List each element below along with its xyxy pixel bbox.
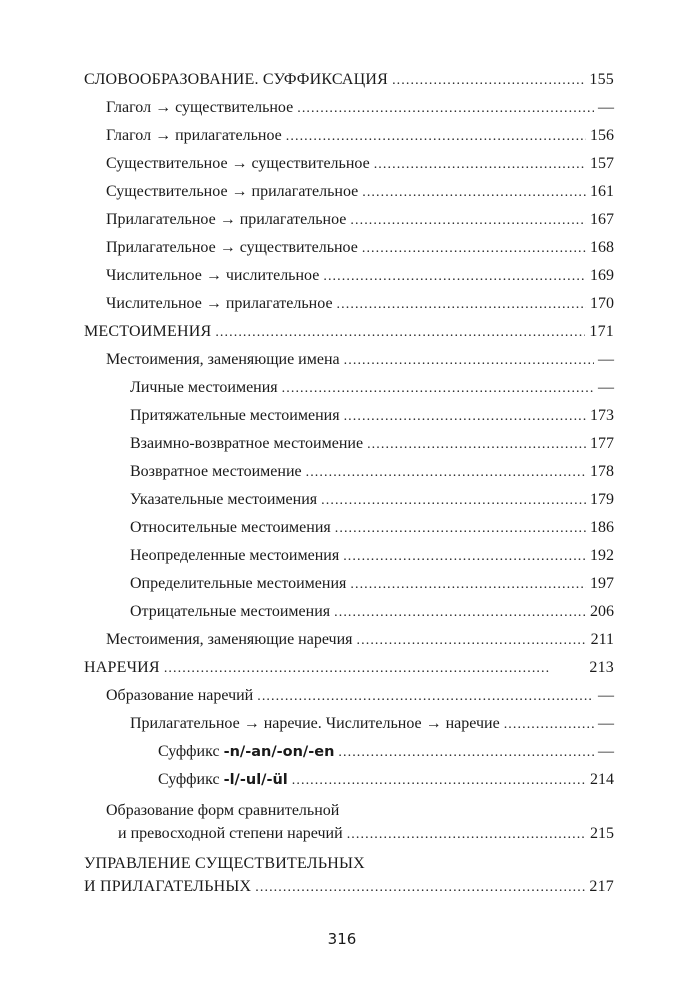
dot-leader [350,571,586,599]
toc-entry-title-line1: УПРАВЛЕНИЕ СУЩЕСТВИТЕЛЬНЫХ [84,855,365,872]
toc-entry-adjective-noun[interactable] [84,234,614,262]
toc-entry-page: 167 [590,211,614,228]
page-number: 316 [327,930,357,948]
dot-leader [362,179,586,207]
suffix-form: -l/-ul/-ül [223,772,288,788]
dot-leader [286,123,586,151]
toc-entry-page: — [598,99,614,116]
toc-entry-adjective-adverb-numeral-adverb[interactable] [84,710,614,738]
toc-entry-page: 179 [590,491,614,508]
toc-entry-page: 177 [590,435,614,452]
toc-entry-page: 161 [590,183,614,200]
toc-entry-page: — [598,687,614,704]
dot-leader [374,151,586,179]
toc-entry-page: — [598,743,614,760]
toc-entry-title: Неопределенные местоимения [130,547,340,564]
toc-entry-title: МЕСТОИМЕНИЯ [84,323,212,340]
dot-leader [392,67,585,95]
toc-entry-comparative-superlative[interactable] [84,794,614,847]
toc-entry-adverb-formation[interactable] [84,682,614,710]
toc-entry-reciprocal-pronoun[interactable] [84,430,614,458]
toc-entry-title [158,738,334,766]
toc-entry-last-line [106,822,614,847]
dot-leader [344,347,594,375]
toc-entry-title: Числительное → числительное [106,267,320,284]
toc-entry-page: 157 [590,155,614,172]
toc-entry-title-line2: и превосходной степени наречий [118,825,343,842]
dot-leader [282,375,594,403]
dot-leader [215,319,585,347]
toc-entry-noun-adjective-government[interactable] [84,847,614,900]
toc-entry-title: Возвратное местоимение [130,463,302,480]
dot-leader [257,683,594,711]
suffix-label: Суффикс [158,771,224,788]
toc-entry-title: Относительные местоимения [130,519,331,536]
toc-entry-suffix-l-ul-ul[interactable] [84,766,614,794]
toc-entry-possessive-pronouns[interactable] [84,402,614,430]
dot-leader [338,739,594,767]
toc-entry-noun-adjective[interactable] [84,178,614,206]
toc-entry-page: 156 [590,127,614,144]
toc-entry-relative-pronouns[interactable] [84,514,614,542]
toc-entry-title: Существительное → существительное [106,155,370,172]
toc-entry-page: 206 [590,603,614,620]
toc-entry-page: 211 [590,631,614,648]
dot-leader [357,627,587,655]
toc-entry-adverbs[interactable] [84,654,614,682]
dot-leader [350,207,586,235]
dot-leader [321,487,586,515]
dot-leader [347,823,586,847]
dot-leader [367,431,586,459]
toc-entry-page: 155 [589,71,614,88]
toc-entry-title: Взаимно-возвратное местоимение [130,435,364,452]
toc-entry-page: — [598,379,614,396]
toc-entry-title: Отрицательные местоимения [130,603,331,620]
toc-entry-title: Местоимения, заменяющие имена [106,351,340,368]
suffix-form: -n/-an/-on/-en [223,744,335,760]
toc-entry-title-line2: И ПРИЛАГАТЕЛЬНЫХ [84,878,252,895]
toc-entry-page: — [598,715,614,732]
toc-entry-title: Образование наречий [106,687,254,704]
toc-entry-page: 186 [590,519,614,536]
toc-entry-title: Числительное → прилагательное [106,295,333,312]
toc-entry-title [158,766,288,794]
toc-entry-title: Местоимения, заменяющие наречия [106,631,353,648]
dot-leader [255,876,585,900]
toc-entry-title: СЛОВООБРАЗОВАНИЕ. СУФФИКСАЦИЯ [84,71,389,88]
toc-entry-title: НАРЕЧИЯ [84,659,160,676]
dot-leader [164,655,586,683]
toc-entry-title: Определительные местоимения [130,575,347,592]
toc-entry-numeral-adjective[interactable] [84,290,614,318]
toc-entry-reflexive-pronoun[interactable] [84,458,614,486]
toc-entry-page: 170 [590,295,614,312]
dot-leader [362,235,586,263]
toc-entry-pronouns-replacing-names[interactable] [84,346,614,374]
dot-leader [334,599,586,627]
toc-entry-page: 173 [590,407,614,424]
dot-leader [344,403,586,431]
toc-entry-title-line1: Образование форм сравнительной [106,802,340,819]
toc-entry-numeral-numeral[interactable] [84,262,614,290]
toc-entry-indefinite-pronouns[interactable] [84,542,614,570]
toc-entry-demonstrative-pronouns[interactable] [84,486,614,514]
toc-entry-title: Прилагательное → наречие. Числительное → наречие [130,715,500,732]
dot-leader [297,95,594,123]
toc-entry-title: Прилагательное → прилагательное [106,211,347,228]
toc-entry-title: Существительное → прилагательное [106,183,359,200]
toc-entry-page: 169 [590,267,614,284]
toc-entry-title: Прилагательное → существительное [106,239,358,256]
toc-entry-page: 192 [590,547,614,564]
table-of-contents [84,66,614,900]
dot-leader [323,263,586,291]
toc-entry-title: Личные местоимения [130,379,278,396]
toc-entry-page: — [598,351,614,368]
toc-entry-page: 171 [589,323,614,340]
toc-entry-last-line [84,875,614,900]
toc-entry-page: 217 [589,878,614,895]
toc-entry-title: Притяжательные местоимения [130,407,340,424]
suffix-label: Суффикс [158,743,224,760]
toc-entry-noun-noun[interactable] [84,150,614,178]
toc-entry-page: 214 [590,771,614,788]
toc-entry-suffix-n-an-on-en[interactable] [84,738,614,766]
dot-leader [504,711,594,739]
dot-leader [335,515,586,543]
dot-leader [337,291,586,319]
toc-entry-adjective-adjective[interactable] [84,206,614,234]
dot-leader [306,459,586,487]
toc-entry-verb-noun[interactable] [84,94,614,122]
toc-entry-page: 178 [590,463,614,480]
toc-entry-word-formation[interactable] [84,66,614,94]
toc-entry-negative-pronouns[interactable] [84,598,614,626]
toc-entry-page: 213 [589,659,614,676]
toc-entry-determinative-pronouns[interactable] [84,570,614,598]
toc-entry-title: Глагол → существительное [106,99,294,116]
toc-entry-page: 215 [590,825,614,842]
toc-entry-title: Глагол → прилагательное [106,127,282,144]
toc-entry-page: 197 [590,575,614,592]
toc-entry-verb-adjective[interactable] [84,122,614,150]
toc-entry-title: Указательные местоимения [130,491,318,508]
toc-entry-personal-pronouns[interactable] [84,374,614,402]
toc-entry-page: 168 [590,239,614,256]
toc-entry-pronouns-replacing-adverbs[interactable] [84,626,614,654]
dot-leader [292,767,586,795]
dot-leader [343,543,586,571]
toc-entry-pronouns[interactable] [84,318,614,346]
